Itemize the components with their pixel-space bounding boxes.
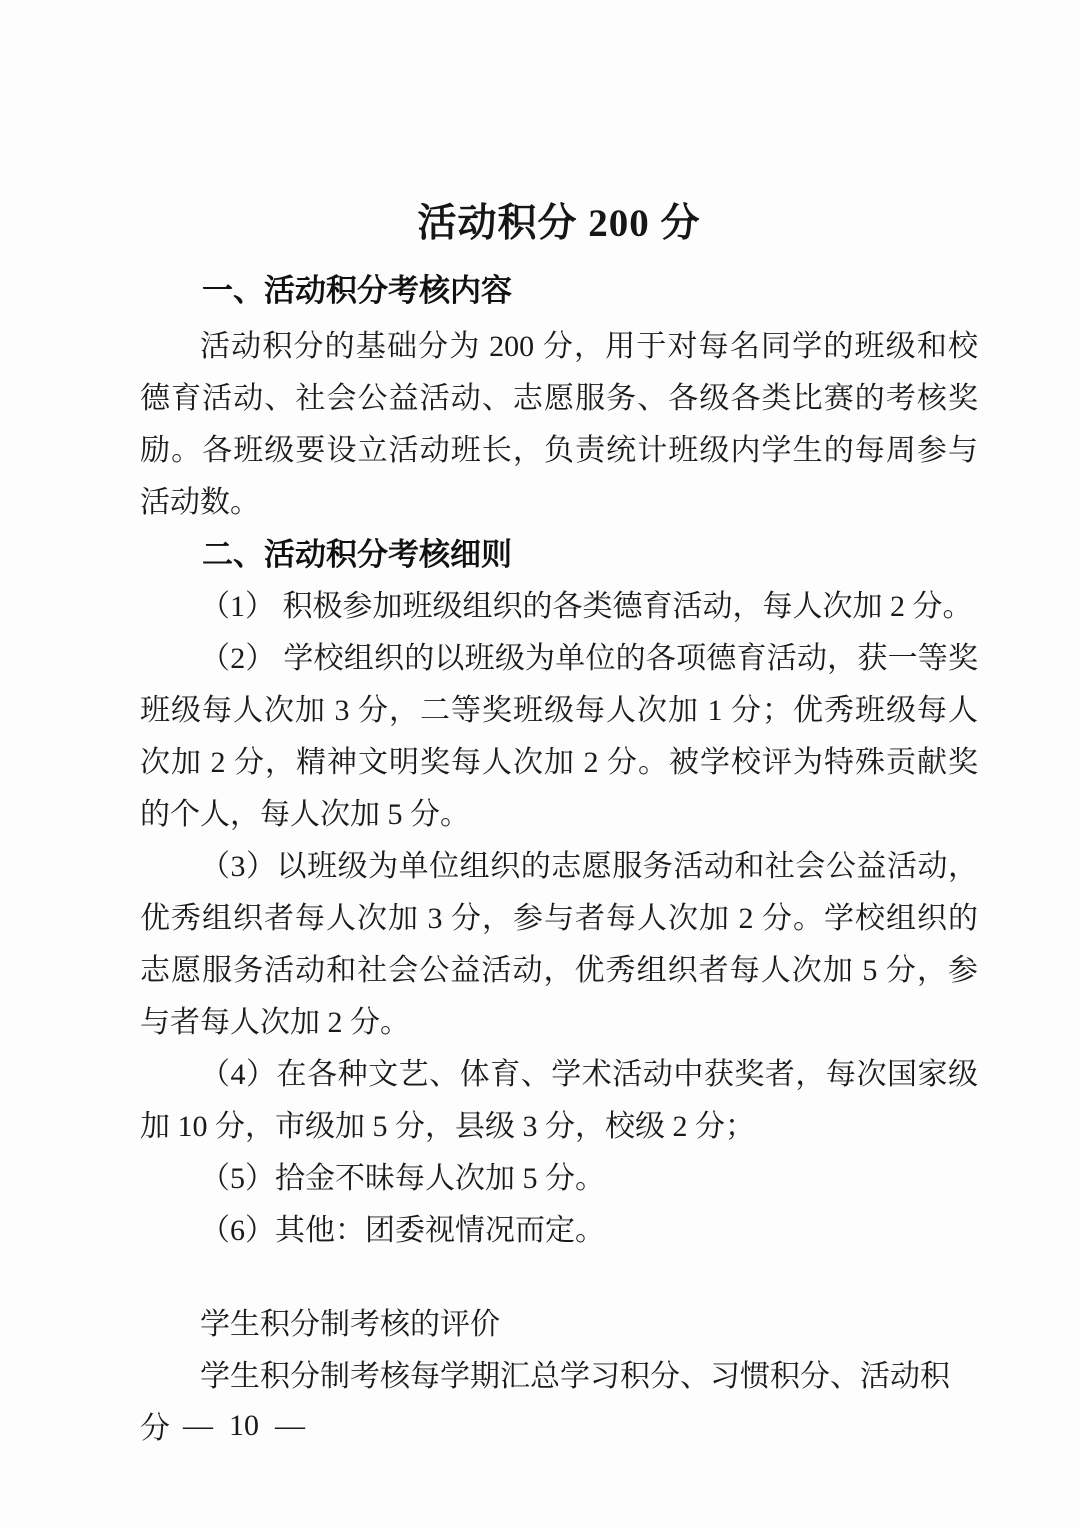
rule-item-6: （6）其他：团委视情况而定。: [200, 1214, 605, 1247]
rule-item-1: （1） 积极参加班级组织的各类德育活动，每人次加 2 分。: [200, 590, 973, 623]
page-title: 活动积分 200 分: [417, 202, 701, 245]
page-number: 10: [229, 1409, 259, 1442]
section1-paragraph: 活动积分的基础分为 200 分，用于对每名同学的班级和校德育活动、社会公益活动、志愿服务、各级各类比赛的考核奖励。各班级要设立活动班长，负责统计班级内学生的每周参与活动数。: [140, 330, 978, 519]
appendix-line: 学生积分制考核每学期汇总学习积分、习惯积分、活动积分: [140, 1360, 950, 1445]
rule-item-5: （5）拾金不昧每人次加 5 分。: [200, 1162, 605, 1195]
rule-item-4: （4）在各种文艺、体育、学术活动中获奖者，每次国家级加 10 分，市级加 5 分，县级 3 分，校级 2 分；: [140, 1058, 978, 1143]
footer-dash-left: —: [183, 1409, 213, 1442]
section1-heading: 一、活动积分考核内容: [202, 273, 512, 308]
rule-item-2: （2） 学校组织的以班级为单位的各项德育活动，获一等奖班级每人次加 3 分，二等奖班级每人次加 1 分；优秀班级每人次加 2 分，精神文明奖每人次加 2 分。被学校评为特殊贡献奖的个人，每人次加 5 分。: [140, 642, 978, 831]
footer-dash-right: —: [275, 1409, 305, 1442]
appendix-title: 学生积分制考核的评价: [200, 1308, 500, 1341]
page-footer: [183, 1408, 305, 1444]
section2-heading: 二、活动积分考核细则: [202, 537, 512, 572]
rule-item-3: （3）以班级为单位组织的志愿服务活动和社会公益活动，优秀组织者每人次加 3 分，参与者每人次加 2 分。学校组织的志愿服务活动和社会公益活动，优秀组织者每人次加 5 分，参与者每人次加 2 分。: [140, 850, 978, 1039]
